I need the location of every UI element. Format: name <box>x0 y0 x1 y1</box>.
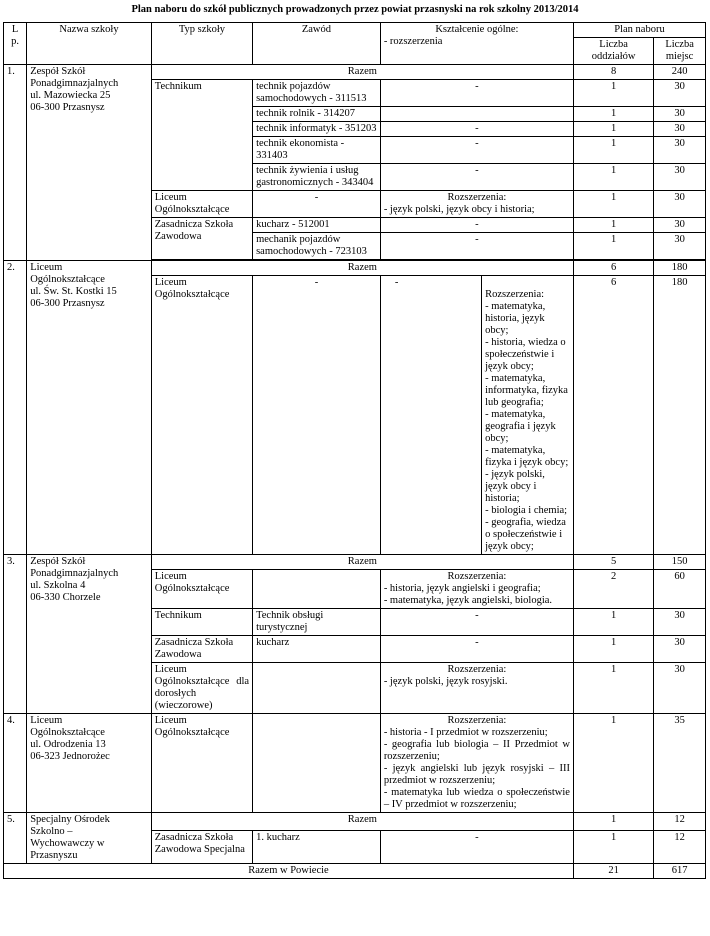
s2-total-places: 180 <box>654 261 706 276</box>
s1-name-line: ul. Mazowiecka 25 <box>30 90 111 101</box>
s3-tech-div: 1 <box>573 609 653 636</box>
s2-name-line: Ogólnokształcące <box>30 274 105 285</box>
s3-tech-prof: Technik obsługi turystycznej <box>253 609 381 636</box>
s3-tech-ext-dash: - <box>380 609 573 636</box>
s1-liceum-ext-head: Rozszerzenia: <box>447 192 507 203</box>
s1-total-divisions: 8 <box>573 65 653 80</box>
s1-zsz-div: 1 <box>573 218 653 233</box>
s4-name-line: Liceum <box>30 715 63 726</box>
s1-ext-dash: - <box>380 122 573 137</box>
s1-div: 1 <box>573 107 653 122</box>
header-plan: Plan naboru <box>573 23 705 38</box>
s2-name <box>27 261 152 555</box>
s2-type: Liceum Ogólnokształcące <box>151 276 252 555</box>
s1-liceum-places: 30 <box>654 191 706 218</box>
s3-type-lo: Liceum Ogólnokształcące <box>151 570 252 609</box>
enrollment-plan-table <box>3 22 706 879</box>
s3-zsz-places: 30 <box>654 636 706 663</box>
s1-total-row <box>4 65 706 80</box>
s2-div: 6 <box>573 276 653 555</box>
s5-razem: Razem <box>151 813 573 831</box>
s1-zsz-div: 1 <box>573 233 653 260</box>
s4-ext-item: - język angielski lub język rosyjski – III przedmiot w rozszerzeniu; <box>383 763 570 786</box>
s4-type: Liceum Ogólnokształcące <box>151 714 252 813</box>
s1-name-line: Ponadgimnazjalnych <box>30 78 119 89</box>
s1-zsz-prof: kucharz - 512001 <box>253 218 381 233</box>
s1-places: 30 <box>654 164 706 191</box>
s1-type-technikum: Technikum <box>151 80 252 191</box>
s3-name <box>27 555 152 714</box>
s1-places: 30 <box>654 80 706 107</box>
s4-places: 35 <box>654 714 706 813</box>
s1-zsz-prof: mechanik pojazdów samochodowych - 723103 <box>253 233 381 260</box>
s1-lp: 1. <box>4 65 27 261</box>
s3-lod-ext-head: Rozszerzenia: <box>447 664 507 675</box>
s1-prof: technik informatyk - 351203 <box>253 122 381 137</box>
s5-lp: 5. <box>4 813 27 864</box>
header-places: Liczba miejsc <box>654 38 706 65</box>
s1-zsz-places: 30 <box>654 218 706 233</box>
s3-type-lod: Liceum Ogólnokształcące dla dorosłych (wieczorowe) <box>151 663 252 714</box>
header-lp: L p. <box>4 23 27 65</box>
s4-name <box>27 714 152 813</box>
header-divisions: Liczba oddziałów <box>573 38 653 65</box>
s1-name-line: 06-300 Przasnysz <box>30 102 105 113</box>
s3-lod-prof <box>253 663 381 714</box>
header-education-sub: - rozszerzenia <box>383 36 443 47</box>
s1-div: 1 <box>573 137 653 164</box>
s1-liceum-prof-dash: - <box>253 191 381 218</box>
s3-total-places: 150 <box>654 555 706 570</box>
s3-tech-places: 30 <box>654 609 706 636</box>
s1-razem: Razem <box>151 65 573 80</box>
s4-name-line: ul. Odrodzenia 13 <box>30 739 106 750</box>
footer-places: 617 <box>654 864 706 879</box>
footer-divisions: 21 <box>573 864 653 879</box>
s5-name-line: Szkolno – <box>30 826 73 837</box>
s4-name-line: Ogólnokształcące <box>30 727 105 738</box>
footer-label: Razem w Powiecie <box>4 864 574 879</box>
s5-prof: 1. kucharz <box>253 831 381 864</box>
s1-ext-dash: - <box>380 164 573 191</box>
s3-razem: Razem <box>151 555 573 570</box>
s1-div: 1 <box>573 122 653 137</box>
s1-ext-empty <box>380 107 573 122</box>
header-profession: Zawód <box>253 23 381 65</box>
s1-name <box>27 65 152 261</box>
s5-ext-dash: - <box>380 831 573 864</box>
s2-ext-item: - matematyka, fizyka i język obcy; <box>485 445 569 468</box>
s3-lo-ext-item: - historia, język angielski i geografia; <box>383 583 541 594</box>
s4-ext-item: - historia - I przedmiot w rozszerzeniu; <box>383 727 548 738</box>
s5-div: 1 <box>573 831 653 864</box>
s1-liceum-div: 1 <box>573 191 653 218</box>
s5-type: Zasadnicza Szkoła Zawodowa Specjalna <box>151 831 252 864</box>
s2-ext-item: - matematyka, geografia i język obcy; <box>485 409 556 444</box>
s3-zsz-div: 1 <box>573 636 653 663</box>
s4-lp: 4. <box>4 714 27 813</box>
s1-liceum-ext-item: - język polski, język obcy i historia; <box>383 204 535 215</box>
s1-name-line: Zespół Szkół <box>30 66 86 77</box>
s3-lp: 3. <box>4 555 27 714</box>
s1-places: 30 <box>654 107 706 122</box>
s2-ext-item: - matematyka, historia, język obcy; <box>485 301 546 336</box>
s2-razem: Razem <box>151 261 573 276</box>
s2-prof-dash: - <box>253 276 381 555</box>
s1-liceum-ext <box>380 191 573 218</box>
s2-places: 180 <box>654 276 706 555</box>
s3-name-line: Zespół Szkół <box>30 556 86 567</box>
s1-zsz-ext-dash: - <box>380 218 573 233</box>
s3-type-zsz: Zasadnicza Szkoła Zawodowa <box>151 636 252 663</box>
s3-name-line: ul. Szkolna 4 <box>30 580 86 591</box>
s4-div: 1 <box>573 714 653 813</box>
s3-lod-ext-item: - język polski, język rosyjski. <box>383 676 508 687</box>
s3-name-line: Ponadgimnazjalnych <box>30 568 119 579</box>
s1-prof: technik żywienia i usług gastronomicznych - 343404 <box>253 164 381 191</box>
s1-zsz-places: 30 <box>654 233 706 260</box>
s1-places: 30 <box>654 122 706 137</box>
s2-ext-dash-cell <box>380 276 481 555</box>
s1-div: 1 <box>573 164 653 191</box>
s3-name-line: 06-330 Chorzele <box>30 592 101 603</box>
s1-type-zsz: Zasadnicza Szkoła Zawodowa <box>151 218 252 260</box>
s4-prof <box>253 714 381 813</box>
table-row <box>4 714 706 813</box>
footer-row <box>4 864 706 879</box>
s2-name-line: 06-300 Przasnysz <box>30 298 105 309</box>
s1-places: 30 <box>654 137 706 164</box>
s5-name-line: Wychowawczy w <box>30 838 105 849</box>
s4-ext-item: - matematyka lub wiedza o społeczeństwie – IV przedmiot w rozszerzeniu; <box>383 787 570 810</box>
s4-ext-head: Rozszerzenia: <box>447 715 507 726</box>
s2-name-line: Liceum <box>30 262 63 273</box>
s3-zsz-prof: kucharz <box>253 636 381 663</box>
s5-name-line: Przasnyszu <box>30 850 78 861</box>
s2-name-line: ul. Św. St. Kostki 15 <box>30 286 117 297</box>
s1-total-places: 240 <box>654 65 706 80</box>
s3-total-divisions: 5 <box>573 555 653 570</box>
s4-name-line: 06-323 Jednorożec <box>30 751 110 762</box>
s1-div: 1 <box>573 80 653 107</box>
s3-lo-places: 60 <box>654 570 706 609</box>
s3-type-tech: Technikum <box>151 609 252 636</box>
s3-lod-div: 1 <box>573 663 653 714</box>
s5-total-divisions: 1 <box>573 813 653 831</box>
document-title: Plan naboru do szkół publicznych prowadzonych przez powiat przasnyski na rok szkolny 2013/2014 <box>131 4 579 15</box>
s3-zsz-ext-dash: - <box>380 636 573 663</box>
s2-ext <box>482 276 574 555</box>
s3-lo-ext-item: - matematyka, język angielski, biologia. <box>383 595 553 606</box>
s1-prof: technik rolnik - 314207 <box>253 107 381 122</box>
header-row <box>4 23 706 38</box>
s1-type-liceum: Liceum Ogólnokształcące <box>151 191 252 218</box>
s3-lo-prof <box>253 570 381 609</box>
s2-total-divisions: 6 <box>573 261 653 276</box>
s1-ext-dash: - <box>380 137 573 164</box>
s5-name <box>27 813 152 864</box>
s2-ext-dash: - <box>394 277 399 288</box>
s2-ext-item: - język polski, język obcy i historia; <box>485 469 545 504</box>
s3-lod-places: 30 <box>654 663 706 714</box>
s5-places: 12 <box>654 831 706 864</box>
header-education <box>380 23 573 65</box>
s2-total-row <box>4 261 706 276</box>
s3-lo-ext <box>380 570 573 609</box>
s2-ext-head: Rozszerzenia: <box>485 289 545 300</box>
s4-ext-item: - geografia lub biologia – II Przedmiot w rozszerzeniu; <box>383 739 570 762</box>
s2-ext-item: - geografia, wiedza o społeczeństwie i język obcy; <box>485 517 566 552</box>
s5-name-line: Specjalny Ośrodek <box>30 814 110 825</box>
s1-prof: technik pojazdów samochodowych - 311513 <box>253 80 381 107</box>
s1-prof: technik ekonomista - 331403 <box>253 137 381 164</box>
s5-total-places: 12 <box>654 813 706 831</box>
s2-ext-item: - historia, wiedza o społeczeństwie i język obcy; <box>485 337 566 372</box>
header-school-type: Typ szkoły <box>151 23 252 65</box>
s2-lp: 2. <box>4 261 27 555</box>
s1-zsz-ext-dash: - <box>380 233 573 260</box>
header-education-label: Kształcenie ogólne: <box>435 24 519 35</box>
s5-total-row <box>4 813 706 831</box>
s2-ext-item: - matematyka, informatyka, fizyka lub geografia; <box>485 373 568 408</box>
s4-ext <box>380 714 573 813</box>
s2-ext-item: - biologia i chemia; <box>485 505 568 516</box>
s3-total-row <box>4 555 706 570</box>
s3-lod-ext <box>380 663 573 714</box>
header-school-name: Nazwa szkoły <box>27 23 152 65</box>
s3-lo-div: 2 <box>573 570 653 609</box>
s3-lo-ext-head: Rozszerzenia: <box>447 571 507 582</box>
s1-ext-dash: - <box>380 80 573 107</box>
